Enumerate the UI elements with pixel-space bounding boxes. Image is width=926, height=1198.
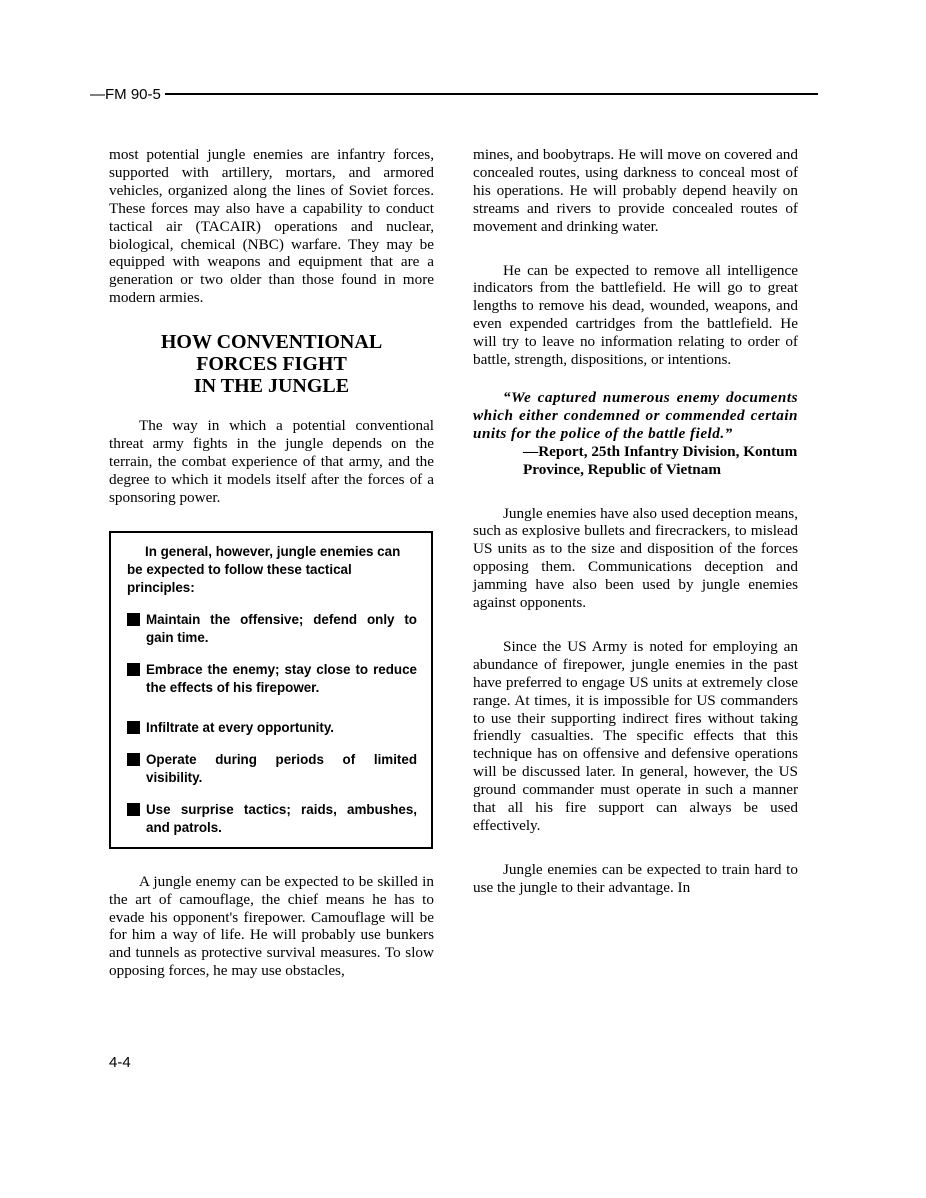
principle-text: Embrace the enemy; stay close to reduce the effects of his firepower. [146, 661, 417, 695]
square-bullet-icon [127, 721, 140, 734]
body-paragraph: A jungle enemy can be expected to be skilled in the art of camouflage, the chief means he has to evade his opponent's firepower. Camouflage will be for him a way of life. He will probably use bunkers and tunnels as protective survival measures. To slow opposing forces, he may use obstacles, [109, 872, 434, 980]
principle-text: Infiltrate at every opportunity. [146, 719, 334, 735]
body-paragraph: The way in which a potential conventional threat army fights in the jungle depends on the terrain, the combat experience of that army, and the degree to which it models itself after the forces of a sponsoring power. [109, 417, 434, 506]
principle-item [127, 661, 417, 697]
left-column [109, 146, 434, 980]
right-column [473, 146, 798, 897]
body-paragraph: mines, and boobytraps. He will move on covered and concealed routes, using darkness to conceal most of his operations. He will probably depend heavily on streams and rivers to provide concealed routes of movement and drinking water. [473, 146, 798, 235]
square-bullet-icon [127, 753, 140, 766]
principle-text: Operate during periods of limited visibility. [146, 751, 417, 785]
body-paragraph: Since the US Army is noted for employing an abundance of firepower, jungle enemies in the past have preferred to engage US units at extremely close range. At times, it is impossible for US commanders to use their supporting indirect fires without taking friendly casualties. The specific effects that this technique has on offensive and defensive operations will be discussed later. In general, however, the US ground commander must operate in such a manner that all his fire support can always be used effectively. [473, 637, 798, 834]
principle-item [127, 801, 417, 837]
document-id: —FM 90-5 [90, 85, 161, 103]
principle-item [127, 719, 417, 737]
section-heading-line: IN THE JUNGLE [193, 375, 350, 398]
section-heading-line: HOW CONVENTIONAL [160, 331, 383, 354]
body-paragraph: Jungle enemies have also used deception means, such as explosive bullets and firecrackers, to mislead US units as to the size and disposition of the forces opposing them. Communications deception and jamming have also been used by jungle enemies against opponents. [473, 504, 798, 612]
quote-attribution: —Report, 25th Infantry Division, Kontum Province, Republic of Vietnam [523, 442, 798, 478]
square-bullet-icon [127, 613, 140, 626]
page-number: 4-4 [109, 1054, 131, 1071]
box-intro: In general, however, jungle enemies can be expected to follow these tactical principles: [127, 543, 401, 595]
body-paragraph: He can be expected to remove all intelligence indicators from the battlefield. He will go to great lengths to remove his dead, wounded, weapons, and even expended cartridges from the battlefield. He will try to leave no information relating to order of battle, strength, dispositions, or intentions. [473, 261, 798, 369]
page-header [90, 84, 818, 104]
body-paragraph: most potential jungle enemies are infantry forces, supported with artillery, mortars, and armored vehicles, organized along the lines of Soviet forces. These forces may also have a capability to conduct tactical air (TACAIR) operations and nuclear, biological, chemical (NBC) warfare. They may be equipped with weapons and equipment that are a generation or two older than those found in more modern armies. [109, 146, 434, 307]
principle-text: Maintain the offensive; defend only to gain time. [146, 611, 417, 645]
principle-text: Use surprise tactics; raids, ambushes, and patrols. [146, 801, 417, 835]
principle-item [127, 611, 417, 647]
principle-item [127, 751, 417, 787]
square-bullet-icon [127, 663, 140, 676]
section-heading-line: FORCES FIGHT [196, 353, 347, 376]
square-bullet-icon [127, 803, 140, 816]
body-paragraph: Jungle enemies can be expected to train hard to use the jungle to their advantage. In [473, 860, 798, 896]
tactical-principles-box [109, 531, 433, 849]
pull-quote: “We captured numerous enemy documents which either condemned or commended certain units for the police of the battle field.” [473, 388, 798, 442]
header-rule [165, 93, 818, 95]
